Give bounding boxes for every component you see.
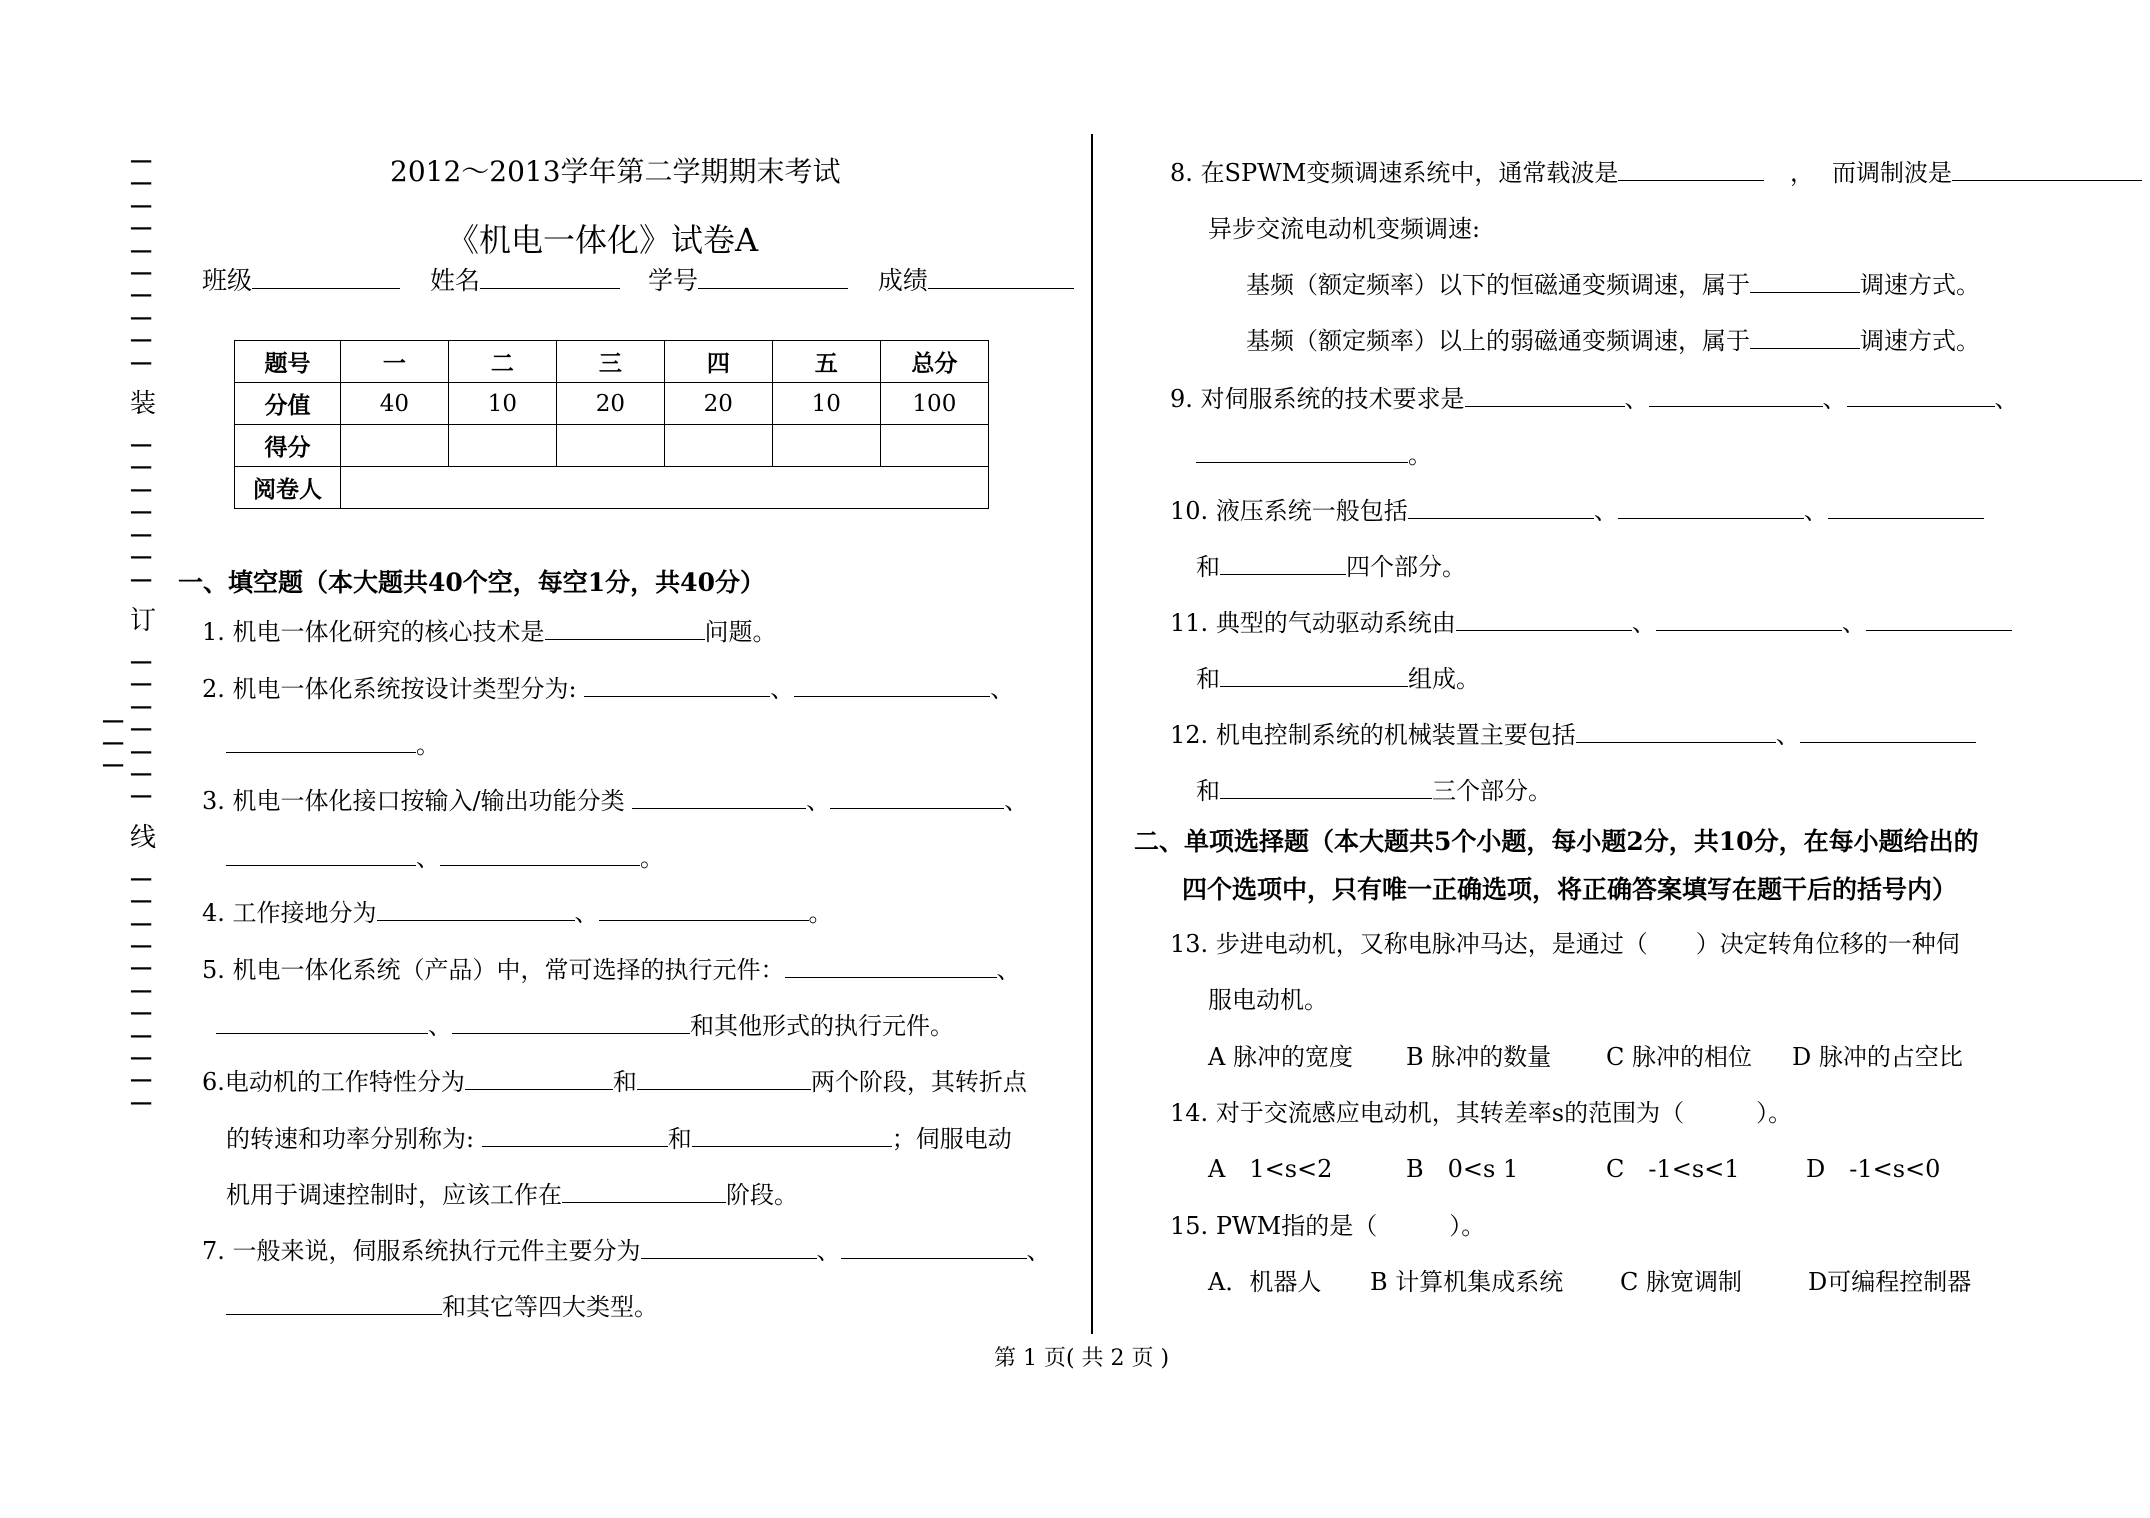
table-cell[interactable]: [772, 425, 880, 467]
table-cell: 20: [664, 383, 772, 425]
answer-blank[interactable]: [1408, 496, 1594, 519]
question-10: 10. 液压系统一般包括 、 、: [1170, 496, 1984, 526]
question-2: 2. 机电一体化系统按设计类型分为: 、 、: [202, 675, 1015, 703]
binding-label: 线: [130, 822, 157, 853]
question-5: 5. 机电一体化系统（产品）中，常可选择的执行元件： 、: [202, 956, 1021, 984]
exam-paper-title: 《机电一体化》试卷A: [447, 221, 759, 259]
score-row: [235, 425, 989, 467]
binding-dash: ----: [130, 913, 151, 934]
binding-dash: ----: [130, 1025, 151, 1046]
answer-blank[interactable]: [692, 1124, 892, 1147]
question-14-option-b[interactable]: B 0<s 1: [1406, 1155, 1519, 1183]
question-11: 11. 典型的气动驱动系统由 、 、: [1170, 608, 2012, 638]
question-13-option-a[interactable]: A 脉冲的宽度: [1208, 1043, 1353, 1071]
binding-dash: ----: [130, 151, 151, 171]
grader-cell[interactable]: [340, 467, 988, 509]
table-cell[interactable]: [556, 425, 664, 467]
binding-dash: ----: [130, 173, 151, 194]
student-id-label: 学号: [647, 266, 698, 295]
answer-blank[interactable]: [841, 1236, 1027, 1259]
binding-dash: ----: [130, 435, 151, 456]
answer-blank[interactable]: [1576, 720, 1776, 743]
binding-dash: ----: [130, 195, 151, 216]
section2-title-cont: 四个选项中，只有唯一正确选项，将正确答案填写在题干后的括号内）: [1182, 875, 1958, 904]
answer-blank[interactable]: [785, 955, 997, 978]
column-divider: [1091, 134, 1093, 1334]
table-cell[interactable]: [448, 425, 556, 467]
answer-blank[interactable]: [1828, 496, 1984, 519]
answer-blank[interactable]: [216, 1011, 428, 1034]
table-row-label: 阅卷人: [235, 467, 341, 509]
question-11-cont: 和 组成。: [1196, 665, 1480, 693]
points-row: [235, 383, 989, 425]
binding-dash: ----: [130, 763, 151, 784]
question-13: 13. 步进电动机，又称电脉冲马达，是通过（ ）决定转角位移的一种伺: [1170, 930, 1960, 958]
table-header-cell: 三: [556, 341, 664, 383]
table-cell: 10: [772, 383, 880, 425]
table-row-label: 分值: [235, 383, 341, 425]
question-3: 3. 机电一体化接口按输入/输出功能分类 、 、: [202, 787, 1029, 815]
question-9-cont: 。: [1196, 440, 1432, 470]
question-15-option-c[interactable]: C 脉宽调制: [1620, 1268, 1742, 1296]
question-14-option-c[interactable]: C -1<s<1: [1606, 1155, 1740, 1183]
question-3-cont: 、 。: [226, 843, 664, 873]
answer-blank[interactable]: [1656, 608, 1842, 631]
question-6-cont2: 机用于调速控制时，应该工作在 阶段。: [226, 1181, 798, 1209]
table-row-label: 得分: [235, 425, 341, 467]
answer-blank[interactable]: [830, 786, 1004, 809]
binding-dash: ----: [130, 479, 151, 500]
question-10-cont: 和 四个部分。: [1196, 553, 1466, 581]
student-info-row: [202, 266, 1074, 296]
question-8: 8. 在SPWM变频调速系统中，通常载波是 ， 而调制波是: [1170, 158, 2142, 188]
answer-blank[interactable]: [1952, 158, 2142, 181]
question-6-cont1: 的转速和功率分别称为: 和 ；伺服电动: [226, 1125, 1012, 1153]
table-header-cell: 一: [340, 341, 448, 383]
question-13-option-d[interactable]: D 脉冲的占空比: [1792, 1043, 1963, 1071]
table-header-cell: 二: [448, 341, 556, 383]
binding-dash: ----: [130, 330, 151, 351]
answer-blank[interactable]: [599, 898, 809, 921]
table-cell: 10: [448, 383, 556, 425]
answer-blank[interactable]: [440, 843, 640, 866]
question-13-option-b[interactable]: B 脉冲的数量: [1406, 1043, 1552, 1071]
answer-blank[interactable]: [226, 730, 416, 753]
answer-blank[interactable]: [1750, 326, 1860, 349]
answer-blank[interactable]: [1847, 384, 1995, 407]
answer-blank[interactable]: [1196, 440, 1408, 463]
binding-dash: ----: [130, 980, 151, 1001]
question-8-line3: 基频（额定频率）以下的恒磁通变频调速，属于 调速方式。: [1246, 271, 1980, 299]
binding-dash: ----: [130, 719, 151, 740]
section2-title: 二、单项选择题（本大题共5个小题，每小题2分，共10分，在每小题给出的: [1134, 827, 1979, 856]
table-cell[interactable]: [664, 425, 772, 467]
binding-dash: ----: [130, 569, 151, 590]
answer-blank[interactable]: [1800, 720, 1976, 743]
answer-blank[interactable]: [641, 1236, 817, 1259]
table-header-cell: 总分: [880, 341, 988, 383]
binding-dash: ----: [130, 891, 151, 912]
binding-dash: ----: [130, 958, 151, 979]
binding-margin: [130, 150, 160, 1114]
answer-blank[interactable]: [545, 617, 705, 640]
binding-dash: ----: [130, 457, 151, 478]
question-7-cont: 和其它等四大类型。: [226, 1292, 658, 1322]
binding-dash: ----: [130, 1070, 151, 1091]
answer-blank[interactable]: [226, 1292, 442, 1315]
answer-blank[interactable]: [1220, 552, 1346, 575]
answer-blank[interactable]: [584, 674, 770, 697]
answer-blank[interactable]: [465, 1067, 613, 1090]
answer-blank[interactable]: [226, 843, 416, 866]
table-cell: 100: [880, 383, 988, 425]
binding-label: 装: [130, 389, 157, 420]
question-6: 6.电动机的工作特性分为 和 两个阶段，其转折点: [202, 1068, 1027, 1096]
table-cell[interactable]: [340, 425, 448, 467]
binding-dash: ----: [130, 696, 151, 717]
binding-dash: ----: [130, 502, 151, 523]
score-table-header-row: [235, 341, 989, 383]
answer-blank[interactable]: [1456, 608, 1632, 631]
question-9: 9. 对伺服系统的技术要求是 、 、 、: [1170, 385, 2019, 413]
question-7: 7. 一般来说，伺服系统执行元件主要分为 、 、: [202, 1237, 1051, 1265]
question-1: 1. 机电一体化研究的核心技术是 问题。: [202, 618, 777, 646]
answer-blank[interactable]: [452, 1011, 690, 1034]
section1-title: 一、填空题（本大题共40个空，每空1分，共40分）: [178, 568, 765, 597]
answer-blank[interactable]: [1220, 664, 1408, 687]
binding-dash: ----: [130, 651, 151, 672]
question-8-line4: 基频（额定频率）以上的弱磁通变频调速，属于 调速方式。: [1246, 327, 1980, 355]
table-header-cell: 题号: [235, 341, 341, 383]
binding-dash: ----: [130, 868, 151, 889]
question-14-option-a[interactable]: A 1<s<2: [1208, 1155, 1333, 1183]
question-8-line2: 异步交流电动机变频调速:: [1208, 215, 1481, 243]
exam-term-title: 2012～2013学年第二学期期末考试: [390, 155, 841, 188]
binding-dash: ----: [130, 285, 151, 306]
table-cell[interactable]: [880, 425, 988, 467]
binding-dash: ----: [130, 1092, 151, 1113]
question-12: 12. 机电控制系统的机械装置主要包括 、: [1170, 720, 1976, 750]
answer-blank[interactable]: [1220, 776, 1432, 799]
binding-label: 订: [130, 605, 157, 636]
question-15-option-b[interactable]: B 计算机集成系统: [1370, 1268, 1564, 1296]
answer-blank[interactable]: [637, 1067, 811, 1090]
binding-dash: ----: [130, 218, 151, 239]
table-header-cell: 五: [772, 341, 880, 383]
grader-row: [235, 467, 989, 509]
binding-dash: ----: [130, 741, 151, 762]
binding-dash: ----: [130, 240, 151, 261]
binding-dash: ----: [130, 1003, 151, 1024]
table-cell: 40: [340, 383, 448, 425]
question-15-option-a[interactable]: A．机器人: [1208, 1268, 1322, 1296]
question-13-option-c[interactable]: C 脉冲的相位: [1606, 1043, 1752, 1071]
answer-blank[interactable]: [1866, 608, 2012, 631]
question-15: 15. PWM指的是（ ）。: [1170, 1212, 1486, 1240]
binding-dash: ----: [130, 263, 151, 284]
name-field[interactable]: [480, 266, 620, 289]
question-15-option-d[interactable]: D可编程控制器: [1808, 1268, 1972, 1296]
table-header-cell: 四: [664, 341, 772, 383]
question-4: 4. 工作接地分为 、 。: [202, 899, 833, 927]
binding-dash: ----: [130, 674, 151, 695]
score-label: 成绩: [877, 266, 928, 295]
score-table: [234, 340, 989, 509]
binding-dash: ----: [130, 1048, 151, 1068]
answer-blank[interactable]: [1750, 270, 1860, 293]
answer-blank[interactable]: [1618, 158, 1764, 181]
answer-blank[interactable]: [377, 898, 575, 921]
answer-blank[interactable]: [562, 1180, 726, 1203]
question-12-cont: 和 三个部分。: [1196, 777, 1552, 805]
binding-dash: ----: [130, 524, 151, 545]
student-id-field[interactable]: [698, 266, 848, 289]
question-14-option-d[interactable]: D -1<s<0: [1806, 1155, 1941, 1183]
question-2-cont: 。: [226, 730, 440, 760]
binding-dash: ----: [130, 352, 151, 373]
table-cell: 20: [556, 383, 664, 425]
answer-blank[interactable]: [1618, 496, 1804, 519]
question-14: 14. 对于交流感应电动机，其转差率s的范围为（ ）。: [1170, 1099, 1793, 1127]
answer-blank[interactable]: [1465, 384, 1625, 407]
question-13-cont: 服电动机。: [1208, 986, 1328, 1014]
score-field[interactable]: [928, 266, 1074, 289]
binding-dash: ----: [130, 547, 151, 568]
binding-side-dashes: ---- ---- ----: [102, 711, 123, 775]
binding-dash: ----: [130, 307, 151, 328]
answer-blank[interactable]: [482, 1124, 668, 1147]
class-label: 班级: [202, 266, 253, 295]
page-number-footer: 第 1 页( 共 2 页 ): [994, 1346, 1170, 1371]
answer-blank[interactable]: [632, 786, 806, 809]
answer-blank[interactable]: [794, 674, 990, 697]
name-label: 姓名: [429, 266, 480, 295]
class-field[interactable]: [252, 266, 400, 289]
binding-dash: ----: [130, 786, 151, 807]
binding-dash: ----: [130, 935, 151, 956]
answer-blank[interactable]: [1649, 384, 1823, 407]
question-5-cont: 、 和其他形式的执行元件。: [216, 1011, 954, 1041]
